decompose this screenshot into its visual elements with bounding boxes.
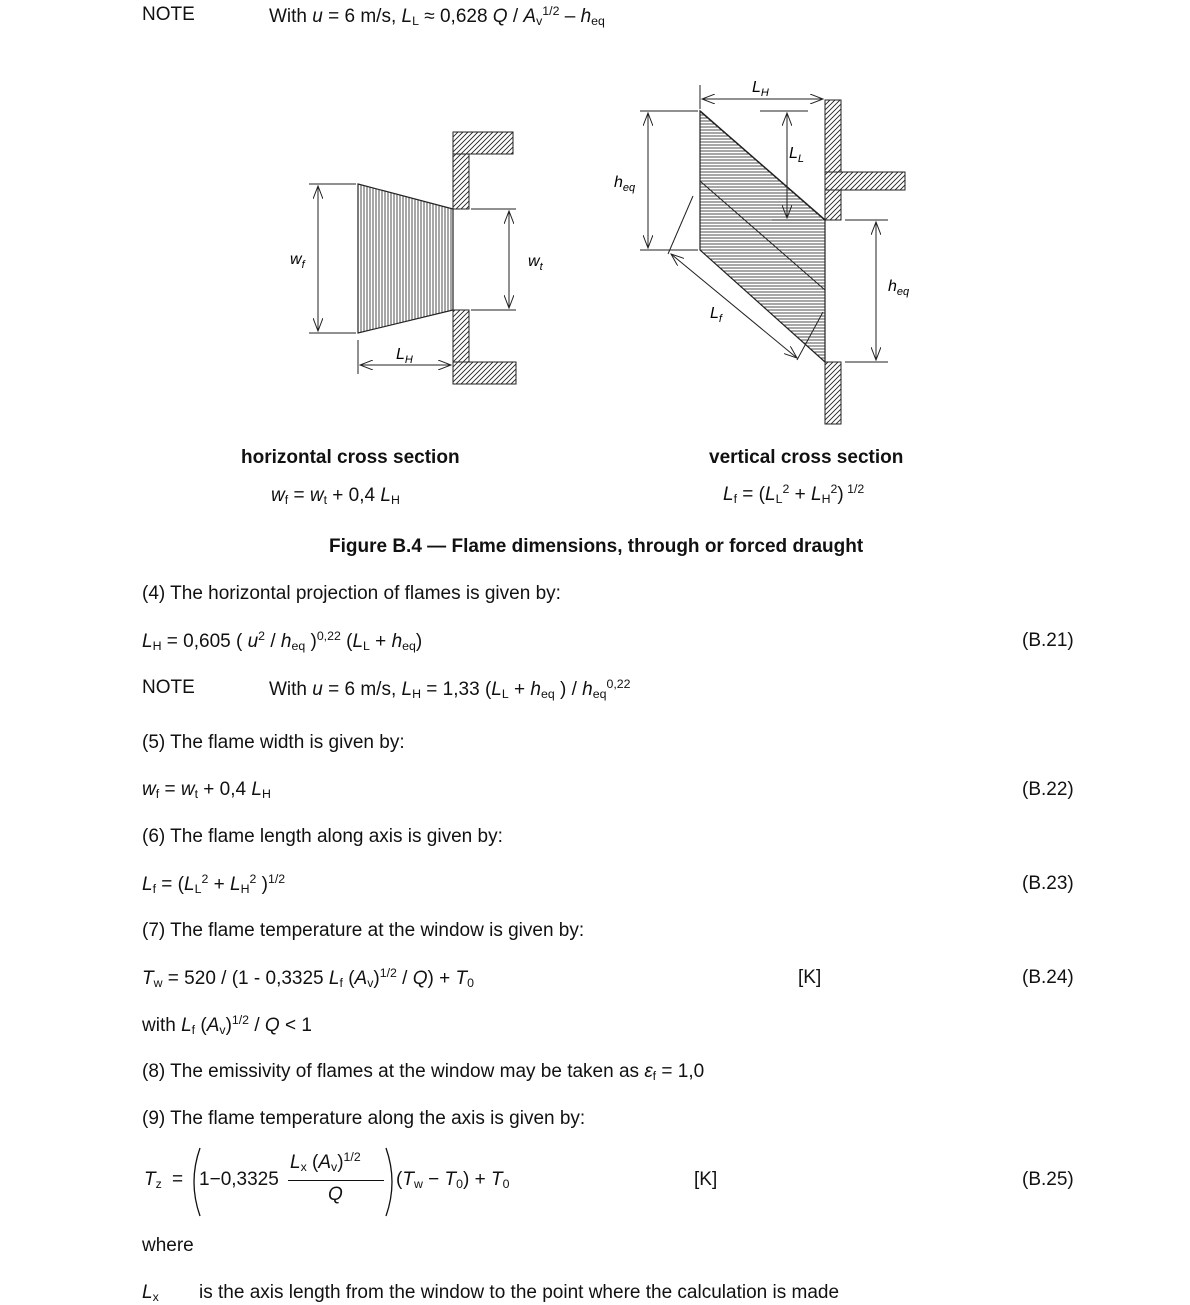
equation-b22: $w_f = w_t + 0,4$ $L_H$ [142,779,271,802]
lf-label: $L_f$ [710,305,722,325]
para-7: (7) The flame temperature at the window is given by: [142,920,585,941]
vertical-section-drawing [614,79,910,424]
right-caption: vertical cross section [709,447,904,468]
unit-b25: [K] [694,1169,718,1190]
wf-label: $w_f$ [290,251,305,271]
para-5: (5) The flame width is given by: [142,732,405,753]
horizontal-section-drawing [290,132,544,384]
equation-number-b24: (B.24) [1022,967,1074,988]
ll-label: $L_L$ [789,145,805,165]
note-label: NOTE [142,4,195,25]
left-caption: horizontal cross section [241,447,460,468]
right-formula: $L_f = (L_L^2 + L_H^2)$ $^{1/2}$ [723,482,865,506]
note-text-2: With u = 6 m/s, $L_H = 1,33$ ($L_L + h_{eq}$ ) / $h_{eq}^{0,22}$ [269,677,631,701]
para-8: (8) The emissivity of flames at the window may be taken as $\varepsilon_f = 1,0$ [142,1061,705,1084]
definition-symbol: $L_x$ [142,1282,159,1305]
note-label-2: NOTE [142,677,195,698]
equation-number-b25: (B.25) [1022,1169,1074,1190]
equation-number-b21: (B.21) [1022,630,1074,651]
unit-b24: [K] [798,967,822,988]
equation-number-b22: (B.22) [1022,779,1074,800]
where-label: where [142,1235,194,1256]
para-4: (4) The horizontal projection of flames is given by: [142,583,561,604]
note-text-top: With u = 6 m/s, $L_L \approx 0,628$ Q / $A_v^{1/2} - h_{eq}$ [269,4,605,28]
equation-b24: $T_w = 520 / (1 - 0,3325$ $L_f$ $(A_v)^{1/2} / Q) + T_0$ [142,966,474,990]
lh-label-left: $L_H$ [396,346,413,366]
lh-label-right: $L_H$ [752,79,769,99]
para-6: (6) The flame length along axis is given by: [142,826,503,847]
para-9: (9) The flame temperature along the axis is given by: [142,1108,586,1129]
left-formula: $w_f = w_t + 0,4$ $L_H$ [271,485,400,508]
heq-label-right: $h_{eq}$ [888,278,910,298]
equation-number-b23: (B.23) [1022,873,1074,894]
flame-dimensions-figure [0,0,1190,520]
figure-title: Figure B.4 — Flame dimensions, through or forced draught [329,536,864,557]
definition-text: is the axis length from the window to the point where the calculation is made [199,1282,840,1303]
equation-b23: $L_f = (L_L^2 + L_H^2$ )$^{1/2}$ [142,872,286,896]
equation-b21: $L_H = 0,605$ ( $u^2 / h_{eq}$ )$^{0,22}$ $(L_L + h_{eq})$ [142,629,423,653]
wt-label: $w_t$ [528,253,543,273]
heq-label-left: $h_{eq}$ [614,174,636,194]
with-condition: with $L_f$ $(A_v)^{1/2} / Q < 1$ [142,1013,312,1037]
